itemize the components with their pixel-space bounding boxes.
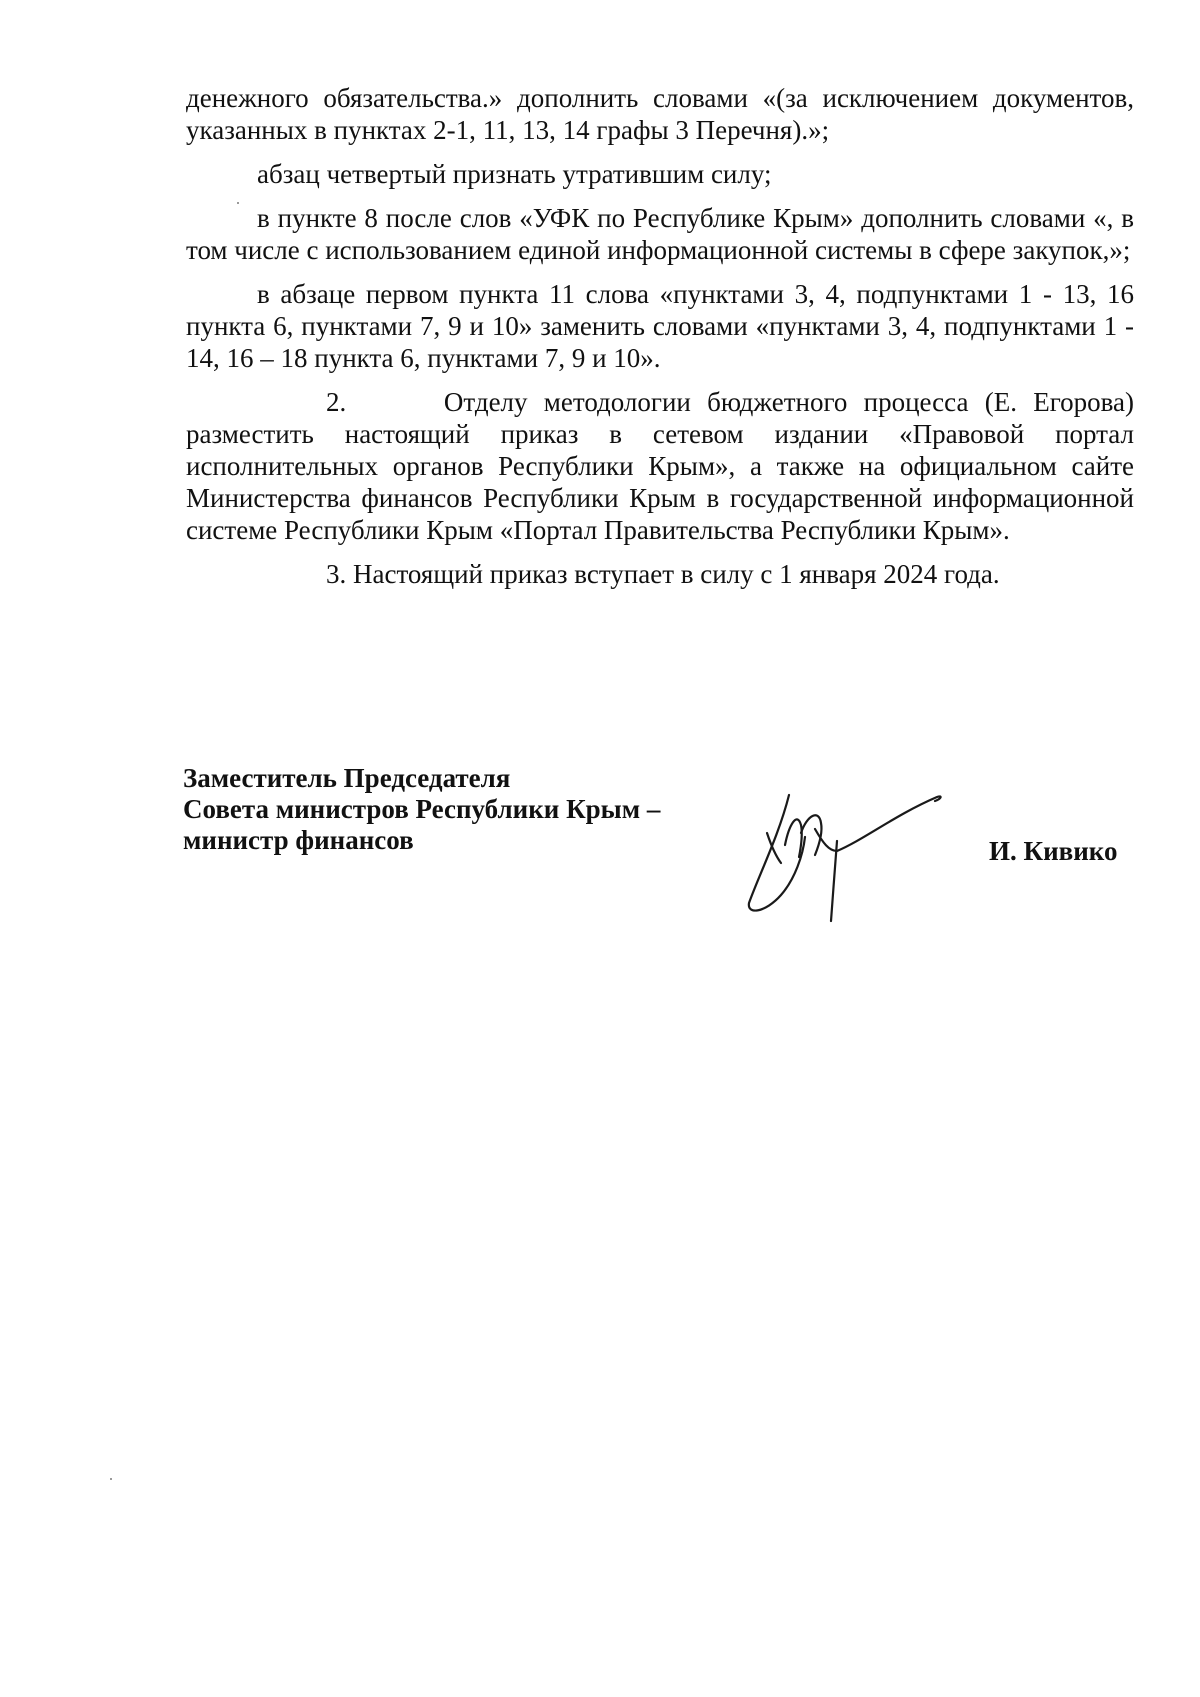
scan-speck bbox=[237, 202, 239, 204]
position-line: Заместитель Председателя bbox=[183, 763, 511, 793]
signer-name: И. Кивико bbox=[989, 836, 1118, 866]
item-number: 2. bbox=[326, 387, 347, 417]
numbered-item-2 bbox=[186, 386, 1134, 546]
item-text: Настоящий приказ вступает в силу с 1 января 2024 года. bbox=[353, 559, 1000, 589]
item-text: Отделу методологии бюджетного процесса (Е. Егорова) разместить настоящий приказ в сетевом издании «Правовой портал исполнительных органов Республики Крым», а также на официальном сайте Министерства финансов Республики Крым в государственной информационной системе Республики Крым «Портал Правительства Республики Крым». bbox=[186, 387, 1134, 545]
signatory-position bbox=[183, 763, 660, 856]
paragraph-repeal-abzac: абзац четвертый признать утратившим силу; bbox=[257, 159, 772, 189]
scan-speck bbox=[110, 1478, 112, 1480]
numbered-item-3 bbox=[186, 558, 1134, 590]
paragraph-continuation: денежного обязательства.» дополнить словами «(за исключением документов, указанных в пунктах 2-1, 11, 13, 14 графы 3 Перечня).»; bbox=[186, 83, 1134, 145]
paragraph-punkt-11: в абзаце первом пункта 11 слова «пунктами 3, 4, подпунктами 1 - 13, 16 пункта 6, пунктами 7, 9 и 10» заменить словами «пунктами 3, 4, подпунктами 1 - 14, 16 – 18 пункта 6, пунктами 7, 9 и 10». bbox=[186, 279, 1134, 373]
document-body bbox=[186, 82, 1134, 602]
handwritten-signature bbox=[745, 785, 945, 925]
item-number: 3. bbox=[326, 559, 347, 589]
position-line: Совета министров Республики Крым – bbox=[183, 794, 661, 824]
position-line: министр финансов bbox=[183, 825, 414, 855]
paragraph-punkt-8: в пункте 8 после слов «УФК по Республике Крым» дополнить словами «, в том числе с использованием единой информационной системы в сфере закупок,»; bbox=[186, 203, 1134, 265]
